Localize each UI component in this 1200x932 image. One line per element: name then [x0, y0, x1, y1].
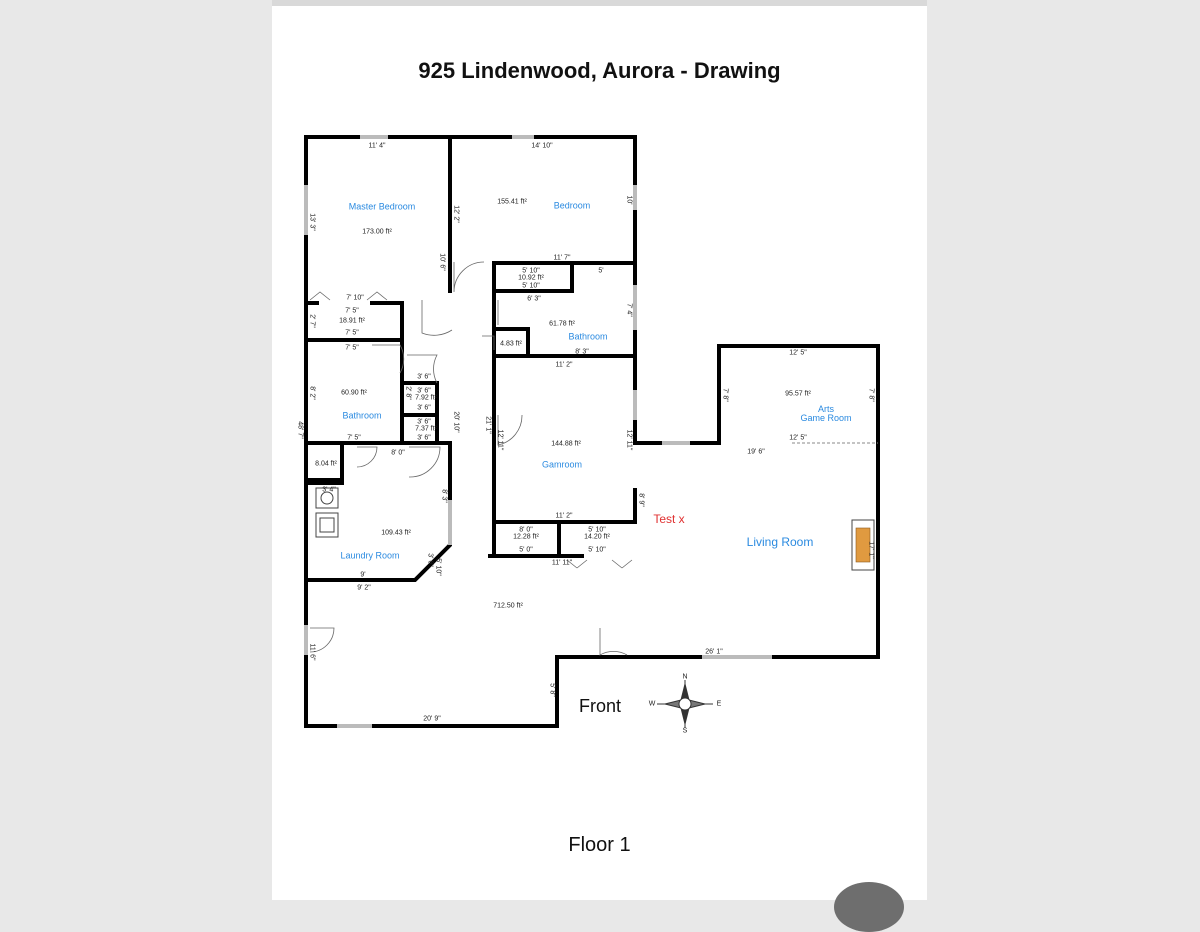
dim-label: 7' 5" — [345, 344, 359, 352]
floor-label: Floor 1 — [568, 834, 631, 856]
floor-plan-sheet — [272, 0, 927, 900]
dim-label: 19' 6" — [747, 448, 765, 456]
room-name-laundry-room: Laundry Room — [340, 550, 400, 561]
area-closet-laundry: 8.04 ft² — [315, 460, 337, 468]
dim-label: 7' 5" — [345, 329, 359, 337]
room-name-arts-game-room: Arts Game Room — [800, 404, 852, 423]
dim-label: 12' 11" — [496, 429, 504, 451]
dim-label: 11' 2" — [555, 512, 573, 520]
room-name-bedroom: Bedroom — [553, 200, 591, 211]
dim-label: 13' 3" — [308, 213, 316, 231]
dim-label: 6' 3" — [527, 295, 541, 303]
dim-label: 7' 8" — [721, 388, 729, 402]
dim-label: 12' 2" — [452, 205, 460, 223]
area-closet-hall-a: 7.92 ft² — [415, 394, 437, 402]
dim-label: 3' 6" — [417, 387, 431, 395]
dim-label: 9' — [360, 571, 366, 579]
room-area-laundry-room: 109.43 ft² — [381, 529, 411, 537]
dim-label: 11' 7" — [553, 254, 571, 262]
area-closet-hall-b: 7.37 ft² — [415, 425, 437, 433]
room-name-gamroom: Gamroom — [541, 459, 583, 470]
area-closet-master: 18.91 ft² — [339, 317, 365, 325]
dim-label: 8' 3" — [575, 348, 589, 356]
room-area-master-bedroom: 173.00 ft² — [362, 228, 392, 236]
dim-label: 10' — [625, 195, 633, 205]
dim-label: 9' 2" — [357, 584, 371, 592]
dim-label: 7' 8" — [867, 388, 875, 402]
dim-label: 11' 6" — [308, 643, 316, 661]
room-area-arts-game-room: 95.57 ft² — [785, 390, 811, 398]
dim-label: 5' — [598, 267, 604, 275]
dim-label: 8' 3" — [440, 489, 448, 503]
dim-label: 8' 9" — [637, 493, 645, 507]
drawing-title: 925 Lindenwood, Aurora - Drawing — [418, 58, 781, 83]
wall-outer — [306, 137, 878, 726]
dim-label: 12' 11" — [625, 429, 633, 451]
dim-label: 3' 6" — [426, 553, 434, 567]
wall-gamroom — [490, 356, 635, 556]
room-name-master-bedroom: Master Bedroom — [348, 201, 416, 212]
dim-label: 20' 10" — [452, 411, 460, 433]
dim-label: 3' 6" — [417, 404, 431, 412]
dim-label: 21' 1" — [484, 416, 492, 434]
dim-label: 12' 5" — [789, 434, 807, 442]
compass-icon — [657, 680, 713, 728]
note-text: Test x — [653, 512, 685, 526]
room-name-living-room: Living Room — [746, 535, 814, 549]
dim-label: 11' 2" — [555, 361, 573, 369]
area-closet-game-b: 14.20 ft² — [584, 533, 610, 541]
dim-label: 5' 10" — [522, 267, 540, 275]
dim-label: 5' 8" — [548, 683, 556, 697]
room-area-bedroom: 155.41 ft² — [497, 198, 527, 206]
dim-label: 11' 4" — [368, 142, 386, 150]
dim-label: 11' 11" — [551, 559, 573, 567]
dim-label: 7' 4" — [625, 303, 633, 317]
dim-label: 48' 7" — [296, 421, 304, 439]
dim-label: 8' 0" — [519, 526, 533, 534]
dim-label: 7' 5" — [347, 434, 361, 442]
dim-label: 12' 5" — [789, 349, 807, 357]
room-area-living-room: 712.50 ft² — [493, 602, 523, 610]
dim-label: 3' 6" — [417, 434, 431, 442]
dim-label: 10' 6" — [438, 253, 446, 271]
dim-label: 5' 0" — [519, 546, 533, 554]
room-area-bathroom-left: 60.90 ft² — [341, 389, 367, 397]
compass-label-e: E — [716, 700, 722, 708]
dim-label: 20' 9" — [423, 715, 441, 723]
room-area-gamroom: 144.88 ft² — [551, 440, 581, 448]
dim-label: 14' 10" — [531, 142, 553, 150]
compass-label-n: N — [682, 673, 688, 681]
floor-plan-drawing — [272, 0, 927, 900]
dim-label: 3' 6" — [417, 418, 431, 426]
front-label: Front — [579, 696, 622, 716]
dim-label: 3' 6" — [417, 373, 431, 381]
dim-label: 2' 8" — [404, 386, 412, 400]
dim-label: 17' 1" — [867, 541, 875, 559]
dim-label: 5' 10" — [588, 526, 606, 534]
dim-label: 8' 2" — [308, 386, 316, 400]
dim-label: 5' 10" — [522, 282, 540, 290]
room-name-bathroom-left: Bathroom — [342, 410, 382, 421]
area-closet-top: 10.92 ft² — [518, 274, 544, 282]
dim-label: 8' 0" — [391, 449, 405, 457]
compass-label-w: W — [648, 700, 656, 708]
dim-label: 3' 4" — [322, 486, 336, 494]
room-area-bathroom-upper: 61.78 ft² — [549, 320, 575, 328]
dim-label: 7' 10" — [346, 294, 364, 302]
room-name-bathroom-upper: Bathroom — [568, 331, 608, 342]
area-closet-bath: 4.83 ft² — [500, 340, 522, 348]
dim-label: 26' 1" — [705, 648, 723, 656]
dim-label: 7' 5" — [345, 307, 359, 315]
watermark-badge — [834, 882, 904, 932]
compass-label-s: S — [682, 727, 688, 735]
dim-label: 5' 10" — [434, 558, 442, 576]
dim-label: 2' 7" — [308, 314, 316, 328]
dim-label: 5' 10" — [588, 546, 606, 554]
area-closet-game-a: 12.28 ft² — [513, 533, 539, 541]
